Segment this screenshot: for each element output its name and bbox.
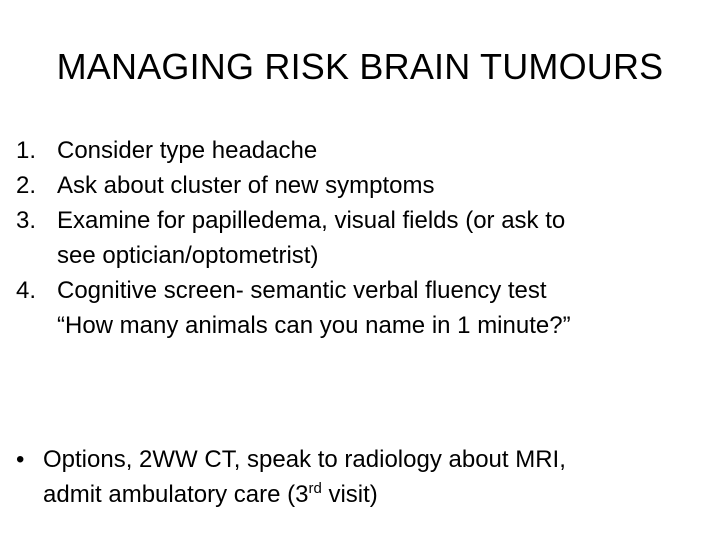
bullet-text-line-2-start: admit ambulatory care (3 bbox=[43, 481, 309, 508]
slide-title: MANAGING RISK BRAIN TUMOURS bbox=[56, 46, 664, 87]
list-text-3-line-1: Examine for papilledema, visual fields (or ask to bbox=[57, 207, 566, 234]
numbered-list bbox=[16, 133, 706, 343]
bullet-text-line-2 bbox=[43, 477, 706, 512]
bullet-text-line-1: Options, 2WW CT, speak to radiology about MRI, bbox=[43, 446, 566, 473]
list-item-4 bbox=[16, 273, 706, 343]
list-text-3-line-2: see optician/optometrist) bbox=[57, 242, 319, 269]
list-text-2: Ask about cluster of new symptoms bbox=[57, 172, 435, 199]
bullet-icon: • bbox=[16, 446, 25, 473]
list-number-3: 3. bbox=[16, 207, 37, 234]
list-number-1: 1. bbox=[16, 137, 37, 164]
list-item-2 bbox=[16, 168, 706, 203]
bullet-text-line-2-end: visit) bbox=[321, 481, 378, 508]
list-item-3 bbox=[16, 203, 706, 273]
bullet-item-options bbox=[16, 442, 706, 512]
list-item-1 bbox=[16, 133, 706, 168]
list-number-2: 2. bbox=[16, 172, 37, 199]
bullet-list bbox=[16, 442, 706, 512]
list-text-1: Consider type headache bbox=[57, 137, 318, 164]
list-number-4: 4. bbox=[16, 277, 37, 304]
ordinal-superscript: rd bbox=[308, 480, 322, 497]
list-text-4-line-2: “How many animals can you name in 1 minute?” bbox=[57, 312, 571, 339]
list-text-4-line-1: Cognitive screen- semantic verbal fluency test bbox=[57, 277, 547, 304]
